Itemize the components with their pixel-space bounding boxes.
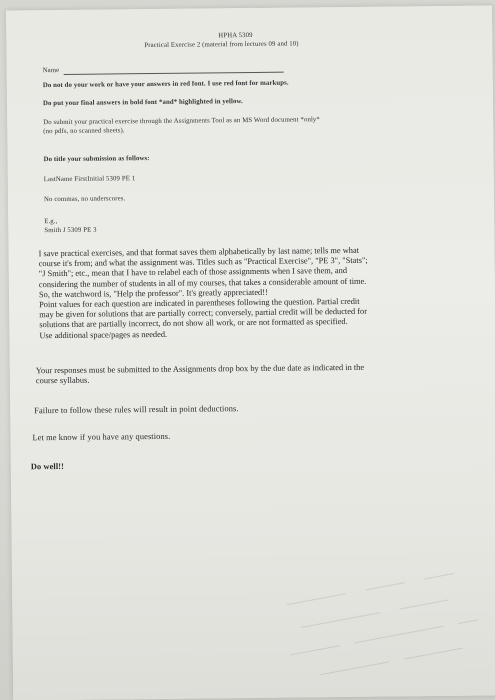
submission-line: course syllabus.: [35, 375, 90, 386]
rule-bold-yellow-text: Do put your final answers in bold font *and* highlighted in yellow.: [42, 98, 243, 108]
paper-sheet: [6, 5, 495, 700]
failure-warning: Failure to follow these rules will result in point deductions.: [34, 404, 239, 416]
name-field: [43, 64, 284, 76]
explanation-line: may be given for solutions that are partially correct; conversely, partial credit will be deducted for: [39, 306, 368, 320]
exercise-subtitle: Practical Exercise 2 (material from lectures 09 and 10): [144, 40, 299, 50]
explanation-line: "J Smith"; etc., mean that I have to relabel each of those assignments when I save them, and: [38, 266, 348, 279]
submission-line: Your responses must be submitted to the Assignments drop box by the due date as indicated in the: [35, 362, 365, 376]
rule-red-font-text: Do not do your work or have your answers in red font. I use red font for markups.: [42, 79, 289, 90]
explanation-line: Point values for each question are indicated in parentheses following the question. Partial credit: [39, 296, 360, 310]
submission-note: [36, 363, 364, 387]
example-value: Smith J 5309 PE 3: [44, 226, 97, 235]
explanation-line: course it's from; and what the assignment was. Titles such as "Practical Exercise", "PE 3", "Stats";: [38, 255, 368, 269]
name-label: Name: [42, 66, 60, 75]
explanation-line: So, the watchword is, "Help the professor". It's greatly appreciated!!: [38, 287, 268, 300]
title-format: LastName FirstInitial 5309 PE 1: [43, 175, 136, 184]
explanation-line: solutions that are partially incorrect, do not show all work, or are not formatted as specified.: [39, 317, 348, 330]
title-instruction: Do title your submission as follows:: [43, 155, 150, 164]
rule-no-pdfs: (no pdfs, no scanned sheets).: [43, 127, 125, 136]
rule-submit-word: Do submit your practical exercise through the Assignments Tool as an MS Word document *only*: [43, 116, 320, 127]
explanation-line: considering the number of students in all of my courses, that takes a considerable amount of time.: [38, 276, 367, 289]
course-code: HPHA 5309: [218, 31, 253, 40]
no-commas-note: No commas, no underscores.: [43, 195, 126, 204]
rule-bold-yellow: [43, 98, 243, 108]
example-label: E.g.,: [44, 218, 58, 226]
explanation-paragraph: [39, 246, 369, 341]
questions-note: Let me know if you have any questions.: [32, 431, 171, 443]
explanation-line: Use additional space/pages as needed.: [39, 329, 168, 340]
explanation-line: I save practical exercises, and that format saves them alphabetically by last name; tells me what: [38, 245, 360, 259]
closing-remark: Do well!!: [30, 461, 65, 472]
show-through-marks: [273, 548, 495, 700]
name-underline: [63, 64, 283, 75]
rule-red-font: [43, 80, 289, 91]
